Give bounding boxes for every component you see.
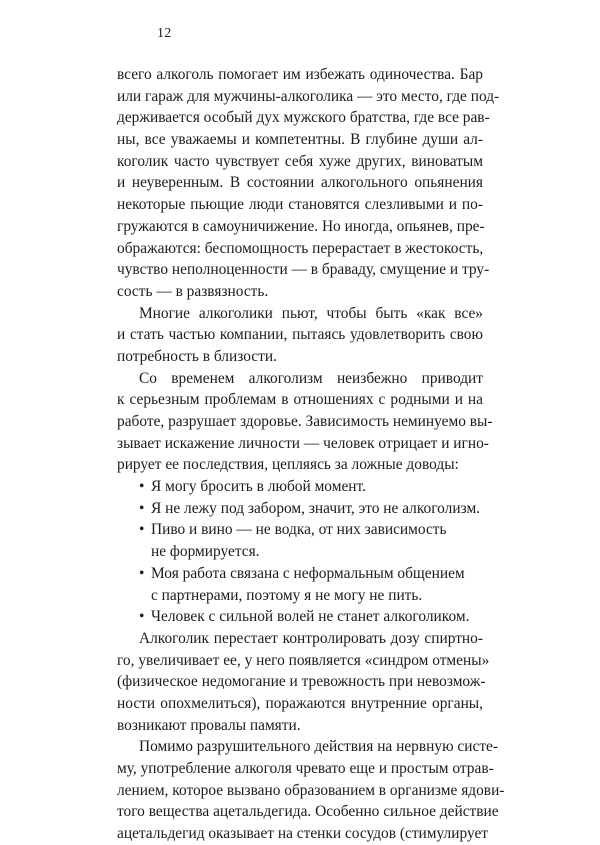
text-line: работе, разрушает здоровье. Зависимость неминуемо вы- — [117, 413, 493, 430]
text-line: коголик часто чувствует себя хуже других, виноватым — [117, 152, 483, 170]
bullet-icon: • — [139, 521, 145, 539]
text-line: лением, которое вызвано образованием в организме ядови- — [117, 781, 505, 799]
bullet-icon: • — [139, 499, 145, 517]
list-item — [117, 563, 483, 585]
text-line: ны, все уважаемы и компетентны. В глубине души ал- — [117, 131, 483, 149]
list-item-text: Я не лежу под забором, значит, это не алкоголизм. — [151, 499, 481, 517]
text-line: ацетальдегид оказывает на стенки сосудов (стимулирует — [117, 825, 488, 843]
text-line: (физическое недомогание и тревожность при невозмож- — [117, 673, 486, 691]
list-item-text: Человек с сильной волей не станет алкоголиком. — [151, 608, 470, 626]
bullet-icon: • — [139, 478, 145, 496]
text-line: ности опохмелиться), поражаются внутренние органы, — [117, 694, 483, 712]
text-line: рирует ее последствия, цепляясь за ложные доводы: — [117, 456, 459, 474]
text-line: Алкоголик перестает контролировать дозу спиртно- — [139, 629, 483, 647]
bullet-icon: • — [139, 564, 145, 582]
text-line: ображаются: беспомощность перерастает в жестокость, — [117, 239, 484, 257]
text-line: го, увеличивает ее, у него появляется «синдром отмены» — [117, 651, 490, 669]
text-line: и неуверенным. В состоянии алкогольного опьянения — [117, 174, 483, 192]
list-item — [117, 498, 483, 520]
list-item-text: Моя работа связана с неформальным общением — [151, 564, 465, 582]
list-item-continuation: не формируется. — [151, 543, 260, 561]
text-line: держивается особый дух мужского братства, где все рав- — [117, 109, 490, 127]
list-item-text: Пиво и вино — не водка, от них зависимость — [151, 521, 447, 539]
text-line: Помимо разрушительного действия на нервную систе- — [139, 738, 499, 756]
text-line: некоторые пьющие люди становятся слезливыми и по- — [117, 196, 483, 214]
text-line: потребность в близости. — [117, 347, 277, 365]
text-line: или гараж для мужчины-алкоголика — это место, где под- — [117, 87, 500, 105]
list-item — [117, 519, 483, 541]
text-line: гружаются в самоуничижение. Но иногда, опьянев, пре- — [117, 217, 485, 235]
text-line: сость — в развязность. — [117, 282, 269, 300]
text-line: того вещества ацетальдегида. Особенно сильное действие — [117, 803, 499, 821]
text-line: чувство неполноценности — в браваду, смущение и тру- — [117, 261, 490, 279]
list-item-continuation: с партнерами, поэтому я не могу не пить. — [151, 586, 423, 604]
text-line: и стать частью компании, пытаясь удовлетворить свою — [117, 326, 483, 344]
text-line: всего алкоголь помогает им избежать одиночества. Бар — [117, 66, 483, 83]
body-text — [117, 64, 505, 845]
bullet-icon: • — [139, 608, 145, 626]
list-item — [117, 606, 483, 628]
text-line: Со временем алкоголизм неизбежно приводит — [139, 369, 483, 387]
text-line: Многие алкоголики пьют, чтобы быть «как все» — [139, 304, 483, 322]
text-line: зывает искажение личности — человек отрицает и игно- — [117, 434, 489, 452]
text-line: к серьезным проблемам в отношениях с родными и на — [117, 391, 483, 409]
list-item-text: Я могу бросить в любой момент. — [151, 478, 366, 496]
list-item — [117, 476, 483, 498]
text-line: возникают провалы памяти. — [117, 716, 301, 734]
page-number: 12 — [157, 26, 172, 41]
text-line: му, употребление алкоголя чревато еще и простым отрав- — [117, 760, 494, 777]
